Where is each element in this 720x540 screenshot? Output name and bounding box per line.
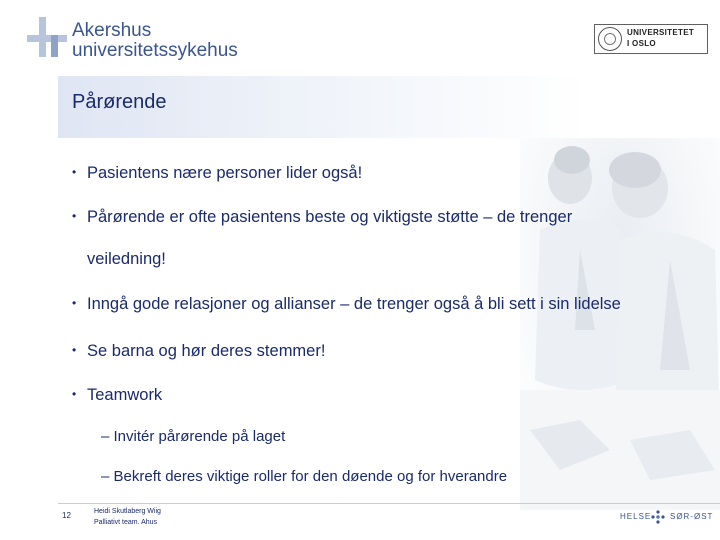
bullet-text: veiledning! (87, 250, 166, 268)
uio-seal-icon (598, 27, 622, 51)
helse-logo-left: HELSE (620, 512, 652, 521)
helse-sor-ost-logo-icon (651, 510, 665, 524)
uio-logo-line2: I OSLO (627, 39, 656, 48)
bullet-icon: • (72, 343, 77, 357)
bullet-icon: • (72, 165, 77, 179)
bullet-item (72, 342, 326, 361)
bullet-item (72, 295, 621, 314)
bullet-text: Inngå gode relasjoner og allianser – de trenger også å bli sett i sin lidelse (87, 295, 621, 313)
bullet-text: Teamwork (87, 386, 163, 404)
uio-logo-line1: UNIVERSITETET (627, 28, 695, 37)
bullet-continuation (87, 250, 166, 269)
sub-bullet-text: – Invitér pårørende på laget (101, 428, 286, 445)
bullet-item (72, 208, 573, 227)
author-name: Heidi Skutlaberg Wiig (94, 508, 161, 515)
slide-title: Pårørende (72, 91, 167, 113)
ahus-logo-icon (27, 17, 67, 57)
author-team: Palliativt team. Ahus (94, 519, 158, 526)
bullet-text: Pasientens nære personer lider også! (87, 164, 363, 182)
logo-text-line1: Akershus (72, 20, 152, 41)
page-number: 12 (62, 511, 71, 520)
bullet-icon: • (72, 296, 77, 310)
uio-logo (594, 24, 708, 54)
bullet-text: Pårørende er ofte pasientens beste og viktigste støtte – de trenger (87, 208, 573, 226)
bullet-icon: • (72, 209, 77, 223)
footer-divider (58, 503, 720, 504)
sub-bullet-text: – Bekreft deres viktige roller for den døende og for hverandre (101, 468, 508, 485)
bullet-text: Se barna og hør deres stemmer! (87, 342, 326, 360)
logo-text-line2: universitetssykehus (72, 40, 238, 61)
helse-logo-right: SØR-ØST (670, 512, 714, 521)
bullet-item (72, 164, 363, 183)
bullet-item (72, 386, 163, 405)
background-photo (520, 130, 720, 510)
bullet-icon: • (72, 387, 77, 401)
